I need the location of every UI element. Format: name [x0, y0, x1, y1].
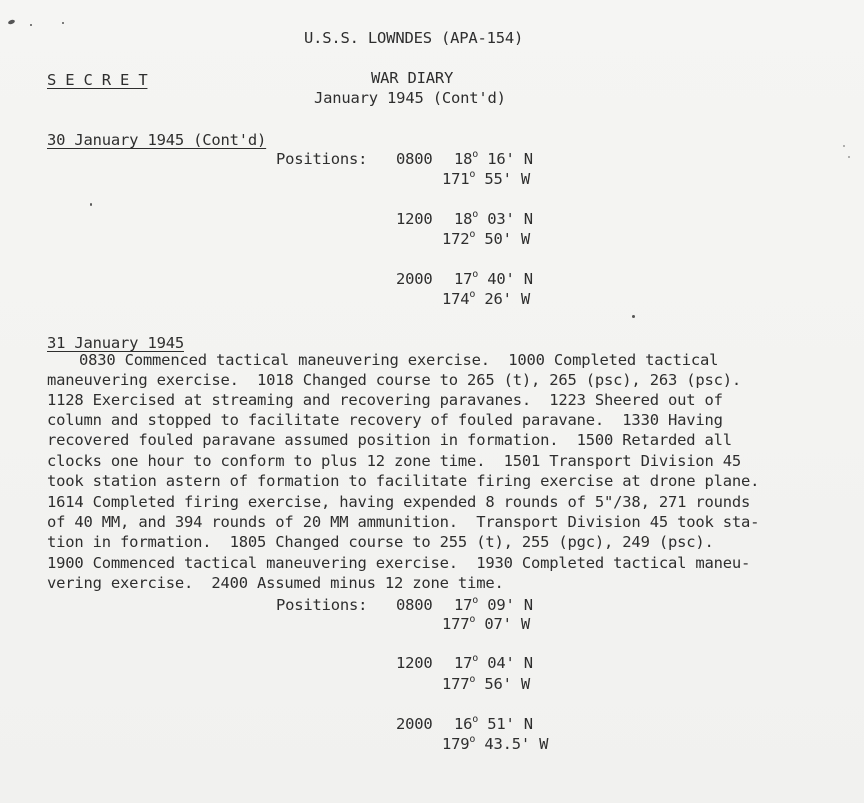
- position-time: 0800: [396, 150, 433, 168]
- diary-line: 1128 Exercised at streaming and recovering paravanes. 1223 Sheered out of: [47, 391, 723, 409]
- latitude: 16$^o$ 51' N: [454, 714, 533, 733]
- scan-speck: [62, 22, 64, 24]
- diary-line: recovered fouled paravane assumed position in formation. 1500 Retarded all: [47, 431, 732, 449]
- longitude: 179$^o$ 43.5' W: [442, 734, 549, 753]
- longitude: 177$^o$ 07' W: [442, 614, 531, 633]
- scan-speck: [848, 156, 850, 158]
- longitude: 172$^o$ 50' W: [442, 229, 531, 248]
- diary-line: 1900 Commenced tactical maneuvering exercise. 1930 Completed tactical maneu-: [47, 554, 751, 572]
- longitude: 171$^o$ 55' W: [442, 169, 531, 188]
- diary-line: clocks one hour to conform to plus 12 zone time. 1501 Transport Division 45: [47, 452, 742, 470]
- diary-line: maneuvering exercise. 1018 Changed course to 265 (t), 265 (psc), 263 (psc).: [47, 371, 742, 389]
- diary-line: took station astern of formation to facilitate firing exercise at drone plane.: [47, 472, 760, 490]
- section-date-30-jan: 30 January 1945 (Cont'd): [47, 131, 267, 149]
- position-time: 2000: [396, 715, 433, 733]
- latitude: 18$^o$ 03' N: [454, 209, 533, 228]
- document-title: WAR DIARY: [371, 69, 454, 87]
- scan-speck: [90, 203, 92, 206]
- scan-speck: [632, 315, 635, 318]
- latitude: 18$^o$ 16' N: [454, 149, 533, 168]
- latitude: 17$^o$ 09' N: [454, 595, 533, 614]
- position-time: 2000: [396, 270, 433, 288]
- latitude: 17$^o$ 04' N: [454, 653, 533, 672]
- positions-label: Positions:: [276, 596, 368, 614]
- position-time: 1200: [396, 654, 433, 672]
- position-time: 0800: [396, 596, 433, 614]
- scan-speck: [843, 145, 845, 147]
- ship-header: U.S.S. LOWNDES (APA-154): [304, 29, 524, 47]
- section-date-31-jan: 31 January 1945: [47, 334, 184, 352]
- scan-speck: [30, 24, 32, 26]
- diary-line: of 40 MM, and 394 rounds of 20 MM ammunition. Transport Division 45 took sta-: [47, 513, 760, 531]
- diary-line: tion in formation. 1805 Changed course to 255 (t), 255 (pgc), 249 (psc).: [47, 533, 714, 551]
- positions-label: Positions:: [276, 150, 368, 168]
- diary-line: column and stopped to facilitate recovery of fouled paravane. 1330 Having: [47, 411, 723, 429]
- latitude: 17$^o$ 40' N: [454, 269, 533, 288]
- longitude: 177$^o$ 56' W: [442, 674, 531, 693]
- diary-line: 0830 Commenced tactical maneuvering exercise. 1000 Completed tactical: [79, 351, 719, 369]
- longitude: 174$^o$ 26' W: [442, 289, 531, 308]
- scan-speck: [8, 19, 16, 25]
- document-subtitle: January 1945 (Cont'd): [314, 89, 506, 107]
- classification-mark: S E C R E T: [47, 71, 148, 89]
- position-time: 1200: [396, 210, 433, 228]
- diary-line: 1614 Completed firing exercise, having expended 8 rounds of 5"/38, 271 rounds: [47, 493, 751, 511]
- diary-line: vering exercise. 2400 Assumed minus 12 zone time.: [47, 574, 504, 592]
